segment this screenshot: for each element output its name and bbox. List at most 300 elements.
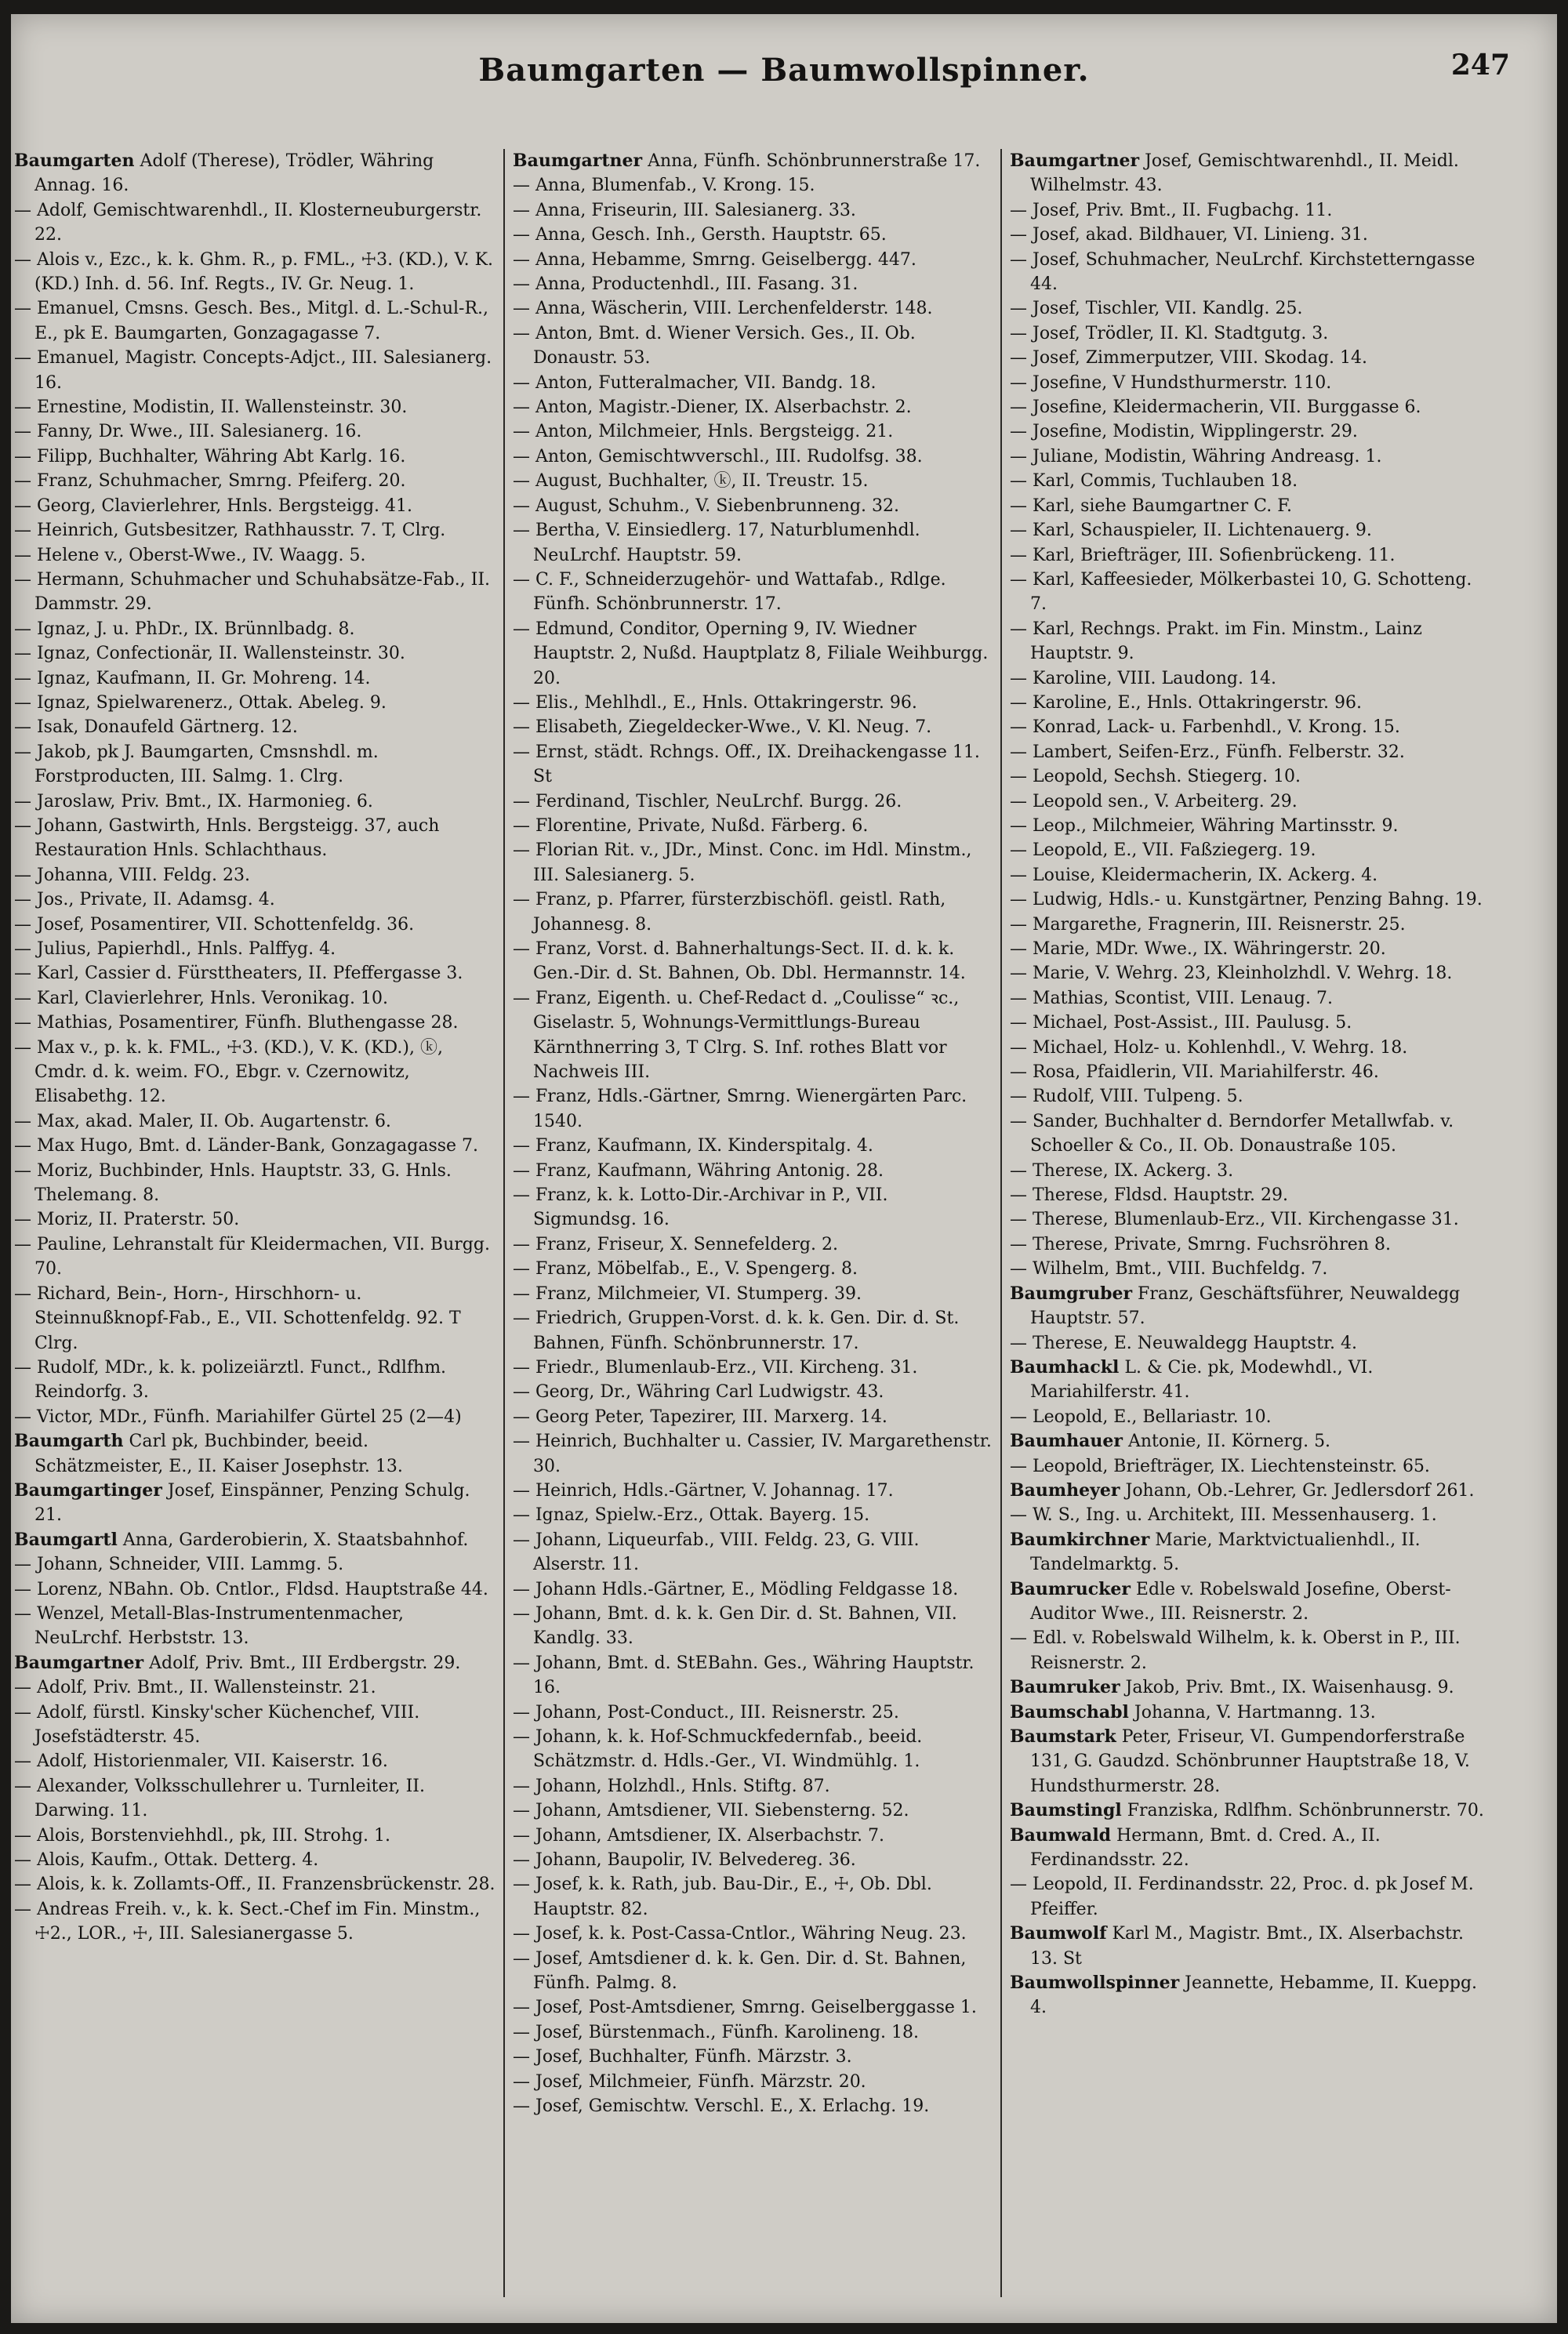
directory-entry bbox=[1010, 1626, 1491, 1675]
directory-entry bbox=[1010, 863, 1491, 888]
entry-text: — Max v., p. k. k. FML., ☩3. (KD.), V. K. (KD.), ⓚ, Cmdr. d. k. weim. FO., Ebgr. v. Czernowitz, Elisabethg. 12. bbox=[14, 1037, 443, 1107]
entry-text: — Margarethe, Fragnerin, III. Reisnerstr. 25. bbox=[1010, 914, 1406, 935]
directory-entry bbox=[513, 1084, 994, 1134]
entry-surname: Baumgarten bbox=[14, 151, 135, 171]
directory-entry bbox=[1010, 1577, 1491, 1627]
entry-text: — Elis., Mehlhdl., E., Hnls. Ottakringerstr. 96. bbox=[513, 692, 917, 713]
directory-entry bbox=[14, 1552, 495, 1577]
directory-entry bbox=[14, 296, 495, 346]
entry-text: Adolf (Therese), Trödler, Währing Annag. 16. bbox=[34, 151, 434, 196]
directory-entry bbox=[14, 1109, 495, 1134]
directory-entry bbox=[513, 1405, 994, 1429]
entry-text: Jeannette, Hebamme, II. Kueppg. 4. bbox=[1030, 1973, 1478, 2018]
directory-entry bbox=[14, 1872, 495, 1897]
entry-text: — Ignaz, Confectionär, II. Wallensteinstr. 30. bbox=[14, 644, 405, 664]
directory-entry bbox=[1010, 961, 1491, 986]
directory-entry bbox=[1010, 1159, 1491, 1183]
entry-text: — C. F., Schneiderzugehör- und Wattafab., Rdlge. Fünfh. Schönbrunnerstr. 17. bbox=[513, 569, 946, 615]
entry-surname: Baumstark bbox=[1010, 1726, 1116, 1747]
entry-text: — Josef, Priv. Bmt., II. Fugbachg. 11. bbox=[1010, 200, 1333, 220]
entry-text: — Heinrich, Gutsbesitzer, Rathhausstr. 7. T, Clrg. bbox=[14, 521, 446, 541]
directory-entry bbox=[14, 1824, 495, 1848]
entry-text: — Karl, Commis, Tuchlauben 18. bbox=[1010, 471, 1298, 492]
entry-text: — Anna, Productenhdl., III. Fasang. 31. bbox=[513, 274, 858, 295]
directory-entry bbox=[513, 395, 994, 419]
directory-entry bbox=[14, 1577, 495, 1602]
entry-text: — Franz, Hdls.-Gärtner, Smrng. Wienergärten Parc. 1540. bbox=[513, 1087, 967, 1131]
directory-entry bbox=[1010, 1405, 1491, 1429]
entry-text: — Franz, Kaufmann, IX. Kinderspitalg. 4. bbox=[513, 1136, 873, 1156]
entry-text: — Anton, Milchmeier, Hnls. Bergsteigg. 21. bbox=[513, 422, 894, 442]
entry-text: — Max, akad. Maler, II. Ob. Augartenstr. 6. bbox=[14, 1111, 391, 1131]
directory-entry bbox=[1010, 814, 1491, 838]
directory-entry bbox=[1010, 346, 1491, 370]
entry-text: — Julius, Papierhdl., Hnls. Palffyg. 4. bbox=[14, 939, 336, 959]
entry-text: — Adolf, Historienmaler, VII. Kaiserstr. 16. bbox=[14, 1751, 388, 1772]
entry-text: — Johann Hdls.-Gärtner, E., Mödling Feldgasse 18. bbox=[513, 1579, 959, 1599]
entry-text: — Bertha, V. Einsiedlerg. 17, Naturblumenhdl. NeuLrchf. Hauptstr. 59. bbox=[513, 521, 920, 565]
entry-text: — Johann, Post-Conduct., III. Reisnerstr. 25. bbox=[513, 1702, 899, 1722]
directory-entry bbox=[14, 395, 495, 419]
entry-surname: Baumgarth bbox=[14, 1431, 124, 1452]
directory-entry bbox=[513, 1995, 994, 2020]
entry-text: — Alois, Borstenviehhdl., pk, III. Strohg. 1. bbox=[14, 1825, 391, 1846]
entry-text: Karl M., Magistr. Bmt., IX. Alserbachstr. 13. St bbox=[1030, 1924, 1464, 1969]
entry-surname: Baumhauer bbox=[1010, 1431, 1123, 1452]
directory-entry bbox=[513, 223, 994, 247]
entry-text: — Josef, k. k. Post-Cassa-Cntlor., Währing Neug. 23. bbox=[513, 1924, 967, 1944]
column-right bbox=[1010, 149, 1491, 2297]
directory-entry bbox=[14, 986, 495, 1011]
directory-entry bbox=[1010, 937, 1491, 961]
directory-entry bbox=[14, 1479, 495, 1528]
entry-text: — Ignaz, J. u. PhDr., IX. Brünnlbadg. 8. bbox=[14, 619, 355, 639]
directory-entry bbox=[1010, 445, 1491, 469]
directory-entry bbox=[14, 961, 495, 986]
directory-entry bbox=[513, 1183, 994, 1232]
entry-text: — Alois, Kaufm., Ottak. Detterg. 4. bbox=[14, 1850, 319, 1871]
directory-entry bbox=[513, 1651, 994, 1701]
entry-text: — Josefine, Kleidermacherin, VII. Burggasse 6. bbox=[1010, 397, 1421, 418]
entry-text: Peter, Friseur, VI. Gumpendorferstraße 131, G. Gaudzd. Schönbrunner Hauptstraße 18, V. Hundsthurmerstr. 28. bbox=[1030, 1727, 1470, 1796]
directory-entry bbox=[1010, 1872, 1491, 1922]
directory-entry bbox=[14, 1774, 495, 1824]
directory-entry bbox=[1010, 1282, 1491, 1331]
directory-entry bbox=[513, 1503, 994, 1527]
entry-text: — Leopold sen., V. Arbeiterg. 29. bbox=[1010, 791, 1298, 811]
directory-entry bbox=[14, 1282, 495, 1356]
entry-text: — Anton, Magistr.-Diener, IX. Alserbachstr. 2. bbox=[513, 397, 912, 418]
directory-entry bbox=[513, 814, 994, 838]
directory-entry bbox=[1010, 1479, 1491, 1503]
entry-text: — Mathias, Scontist, VIII. Lenaug. 7. bbox=[1010, 988, 1333, 1008]
entry-text: — Alexander, Volksschullehrer u. Turnleiter, II. Darwing. 11. bbox=[14, 1776, 425, 1821]
entry-text: — Josef, akad. Bildhauer, VI. Linieng. 31. bbox=[1010, 225, 1368, 245]
entry-text: Adolf, Priv. Bmt., III Erdbergstr. 29. bbox=[143, 1653, 461, 1673]
entry-text: — Florian Rit. v., JDr., Minst. Conc. im Hdl. Minstm., III. Salesianerg. 5. bbox=[513, 840, 972, 885]
entry-text: L. & Cie. pk, Modewhdl., VI. Mariahilferstr. 41. bbox=[1030, 1357, 1374, 1403]
directory-entry bbox=[1010, 1183, 1491, 1207]
directory-entry bbox=[513, 617, 994, 691]
entry-text: — Josef, k. k. Rath, jub. Bau-Dir., E., ☩, Ob. Dbl. Hauptstr. 82. bbox=[513, 1875, 932, 1919]
page-header bbox=[11, 49, 1557, 114]
entry-text: Josef, Gemischtwarenhdl., II. Meidl. Wilhelmstr. 43. bbox=[1030, 151, 1459, 196]
directory-entry bbox=[513, 1774, 994, 1799]
entry-text: — Franz, k. k. Lotto-Dir.-Archivar in P., VII. Sigmundsg. 16. bbox=[513, 1185, 888, 1230]
directory-entry bbox=[1010, 543, 1491, 568]
directory-entry bbox=[14, 740, 495, 789]
directory-entry bbox=[513, 272, 994, 296]
entry-text: — Josef, Trödler, II. Kl. Stadtgutg. 3. bbox=[1010, 323, 1329, 343]
entry-text: — Anna, Friseurin, III. Salesianerg. 33. bbox=[513, 200, 856, 220]
directory-entry bbox=[14, 346, 495, 395]
entry-text: — Therese, IX. Ackerg. 3. bbox=[1010, 1160, 1234, 1181]
entry-text: — Karl, Briefträger, III. Sofienbrückeng. 11. bbox=[1010, 545, 1396, 565]
directory-entry bbox=[1010, 469, 1491, 493]
entry-text: — Josefine, Modistin, Wipplingerstr. 29. bbox=[1010, 422, 1358, 442]
directory-entry bbox=[14, 1036, 495, 1109]
entry-text: — Johanna, VIII. Feldg. 23. bbox=[14, 865, 250, 885]
entry-text: — Max Hugo, Bmt. d. Länder-Bank, Gonzagagasse 7. bbox=[14, 1136, 479, 1156]
directory-entry bbox=[1010, 1109, 1491, 1159]
directory-entry bbox=[513, 1134, 994, 1158]
directory-entry bbox=[1010, 223, 1491, 247]
directory-entry bbox=[513, 1725, 994, 1774]
directory-entry bbox=[14, 469, 495, 493]
entry-text: — Leopold, E., Bellariastr. 10. bbox=[1010, 1407, 1272, 1427]
directory-entry bbox=[1010, 1207, 1491, 1232]
entry-surname: Baumgartinger bbox=[14, 1479, 162, 1501]
entry-text: — Isak, Donaufeld Gärtnerg. 12. bbox=[14, 717, 298, 738]
directory-entry bbox=[513, 518, 994, 568]
entry-text: — Josef, Post-Amtsdiener, Smrng. Geiselberggasse 1. bbox=[513, 1998, 977, 2018]
directory-entry bbox=[1010, 1454, 1491, 1479]
entry-text: Franziska, Rdlfhm. Schönbrunnerstr. 70. bbox=[1121, 1801, 1484, 1821]
entry-text: — Leopold, Briefträger, IX. Liechtensteinstr. 65. bbox=[1010, 1456, 1430, 1476]
entry-text: — Michael, Holz- u. Kohlenhdl., V. Wehrg. 18. bbox=[1010, 1037, 1408, 1058]
directory-entry bbox=[14, 666, 495, 691]
entry-text: — Josef, Bürstenmach., Fünfh. Karolineng. 18. bbox=[513, 2022, 920, 2042]
entry-text: — Franz, Vorst. d. Bahnerhaltungs-Sect. II. d. k. k. Gen.-Dir. d. St. Bahnen, Ob. Dbl. Hermannstr. 14. bbox=[513, 939, 966, 984]
entry-text: — Marie, V. Wehrg. 23, Kleinholzhdl. V. Wehrg. 18. bbox=[1010, 964, 1453, 984]
directory-entry bbox=[1010, 1824, 1491, 1873]
directory-entry bbox=[1010, 764, 1491, 789]
directory-entry bbox=[513, 740, 994, 789]
entry-text: — Richard, Bein-, Horn-, Hirschhorn- u. Steinnußknopf-Fab., E., VII. Schottenfeldg. 92. T Clrg. bbox=[14, 1283, 461, 1353]
entry-text: Johanna, V. Hartmanng. 13. bbox=[1128, 1702, 1376, 1722]
directory-entry bbox=[14, 1602, 495, 1651]
entry-text: — Josef, Posamentirer, VII. Schottenfeldg. 36. bbox=[14, 914, 415, 935]
entry-text: — Karl, Cassier d. Fürsttheaters, II. Pfeffergasse 3. bbox=[14, 964, 463, 984]
directory-entry bbox=[513, 1602, 994, 1651]
directory-entry bbox=[513, 173, 994, 198]
entry-text: — Anton, Futteralmacher, VII. Bandg. 18. bbox=[513, 372, 877, 393]
entry-text: — Franz, Friseur, X. Sennefelderg. 2. bbox=[513, 1234, 838, 1254]
entry-text: — Johann, Schneider, VIII. Lammg. 5. bbox=[14, 1555, 344, 1575]
directory-entry bbox=[1010, 1675, 1491, 1700]
entry-text: — Jos., Private, II. Adamsg. 4. bbox=[14, 890, 275, 910]
directory-entry bbox=[513, 986, 994, 1085]
directory-entry bbox=[1010, 296, 1491, 321]
entry-text: — Josef, Tischler, VII. Kandlg. 25. bbox=[1010, 299, 1303, 319]
entry-text: — Ignaz, Spielw.-Erz., Ottak. Bayerg. 15. bbox=[513, 1505, 870, 1526]
entry-text: — Georg, Clavierlehrer, Hnls. Bergsteigg. 41. bbox=[14, 495, 413, 516]
directory-entry bbox=[513, 1922, 994, 1946]
directory-entry bbox=[1010, 666, 1491, 691]
directory-entry bbox=[513, 371, 994, 395]
directory-entry bbox=[14, 1675, 495, 1700]
directory-entry bbox=[14, 888, 495, 912]
entry-text: — Lorenz, NBahn. Ob. Cntlor., Fldsd. Hauptstraße 44. bbox=[14, 1579, 488, 1599]
entry-surname: Baumrucker bbox=[1010, 1578, 1131, 1599]
directory-entry bbox=[14, 641, 495, 666]
entry-text: — Moriz, II. Praterstr. 50. bbox=[14, 1210, 240, 1230]
entry-text: Anna, Fünfh. Schönbrunnerstraße 17. bbox=[642, 151, 981, 171]
directory-entry bbox=[513, 296, 994, 321]
entry-text: — Johann, Amtsdiener, IX. Alserbachstr. 7. bbox=[513, 1825, 884, 1846]
entry-text: — Alois v., Ezc., k. k. Ghm. R., p. FML., ☩3. (KD.), V. K. (KD.) Inh. d. 56. Inf. Regts., IV. Gr. Neug. 1. bbox=[14, 249, 494, 295]
directory-entry bbox=[14, 789, 495, 814]
column-middle bbox=[513, 149, 994, 2297]
entry-text: — Emanuel, Magistr. Concepts-Adjct., III. Salesianerg. 16. bbox=[14, 348, 492, 393]
directory-entry bbox=[1010, 1232, 1491, 1257]
entry-text: — Ernestine, Modistin, II. Wallensteinstr. 30. bbox=[14, 397, 408, 418]
entry-text: — Karl, Schauspieler, II. Lichtenauerg. 9. bbox=[1010, 521, 1372, 541]
directory-entry bbox=[1010, 838, 1491, 862]
directory-entry bbox=[513, 494, 994, 518]
entry-text: — Leopold, II. Ferdinandsstr. 22, Proc. d. pk Josef M. Pfeiffer. bbox=[1010, 1875, 1474, 1919]
entry-text: — Edl. v. Robelswald Wilhelm, k. k. Oberst in P., III. Reisnerstr. 2. bbox=[1010, 1628, 1461, 1673]
entry-text: Marie, Marktvictualienhdl., II. Tandelmarktg. 5. bbox=[1030, 1530, 1421, 1575]
entry-surname: Baumschabl bbox=[1010, 1701, 1129, 1722]
directory-entry bbox=[1010, 617, 1491, 666]
directory-entry bbox=[1010, 321, 1491, 346]
entry-text: — Alois, k. k. Zollamts-Off., II. Franzensbrückenstr. 28. bbox=[14, 1875, 495, 1895]
entry-text: — Johann, Baupolir, IV. Belvedereg. 36. bbox=[513, 1850, 856, 1871]
directory-entry bbox=[1010, 1036, 1491, 1060]
entry-surname: Baumgartl bbox=[14, 1529, 118, 1550]
directory-entry bbox=[513, 715, 994, 739]
directory-entry bbox=[1010, 1429, 1491, 1454]
column-rule bbox=[1000, 149, 1002, 2297]
directory-entry bbox=[14, 568, 495, 617]
entry-text: — Johann, Amtsdiener, VII. Siebensterng. 52. bbox=[513, 1801, 909, 1821]
directory-entry bbox=[513, 149, 994, 173]
directory-entry bbox=[513, 789, 994, 814]
running-title: Baumgarten — Baumwollspinner. bbox=[478, 52, 1090, 89]
directory-entry bbox=[1010, 1971, 1491, 2020]
directory-entry bbox=[14, 1429, 495, 1479]
directory-entry bbox=[513, 1577, 994, 1602]
entry-surname: Baumgartner bbox=[513, 151, 643, 171]
directory-entry bbox=[14, 913, 495, 937]
entry-text: — Ignaz, Spielwarenerz., Ottak. Abeleg. 9. bbox=[14, 692, 387, 713]
entry-text: — Ludwig, Hdls.- u. Kunstgärtner, Penzing Bahng. 19. bbox=[1010, 890, 1483, 910]
directory-entry bbox=[1010, 149, 1491, 198]
entry-text: — Victor, MDr., Fünfh. Mariahilfer Gürtel 25 (2—4) bbox=[14, 1407, 462, 1427]
directory-entry bbox=[513, 321, 994, 371]
entry-text: — Pauline, Lehranstalt für Kleidermachen, VII. Burgg. 70. bbox=[14, 1234, 490, 1280]
directory-entry bbox=[1010, 248, 1491, 297]
entry-text: — Sander, Buchhalter d. Berndorfer Metallwfab. v. Schoeller & Co., II. Ob. Donaustraße 105. bbox=[1010, 1111, 1454, 1156]
entry-text: — W. S., Ing. u. Architekt, III. Messenhauserg. 1. bbox=[1010, 1505, 1437, 1526]
entry-text: — Elisabeth, Ziegeldecker-Wwe., V. Kl. Neug. 7. bbox=[513, 717, 932, 738]
entry-text: — Karl, Kaffeesieder, Mölkerbastei 10, G. Schotteng. 7. bbox=[1010, 569, 1472, 615]
directory-entry bbox=[14, 1528, 495, 1552]
entry-text: — Josef, Gemischtw. Verschl. E., X. Erlachg. 19. bbox=[513, 2096, 930, 2117]
entry-text: — Edmund, Conditor, Operning 9, IV. Wiedner Hauptstr. 2, Nußd. Hauptplatz 8, Filiale Weihburgg. 20. bbox=[513, 619, 989, 688]
directory-entry bbox=[1010, 1331, 1491, 1356]
directory-entry bbox=[513, 838, 994, 888]
directory-entry bbox=[1010, 740, 1491, 764]
entry-text: — Louise, Kleidermacherin, IX. Ackerg. 4. bbox=[1010, 865, 1378, 885]
directory-entry bbox=[513, 419, 994, 444]
entry-text: — Leopold, E., VII. Faßziegerg. 19. bbox=[1010, 840, 1316, 861]
directory-entry bbox=[513, 1872, 994, 1922]
directory-entry bbox=[14, 494, 495, 518]
entry-text: Antonie, II. Körnerg. 5. bbox=[1122, 1432, 1331, 1452]
entry-text: — Jaroslaw, Priv. Bmt., IX. Harmonieg. 6. bbox=[14, 791, 373, 811]
entry-surname: Baumwollspinner bbox=[1010, 1973, 1180, 1994]
directory-entry bbox=[1010, 395, 1491, 419]
directory-entry bbox=[14, 715, 495, 739]
directory-entry bbox=[513, 888, 994, 937]
entry-text: — Therese, Fldsd. Hauptstr. 29. bbox=[1010, 1185, 1289, 1206]
entry-text: — Ernst, städt. Rchngs. Off., IX. Dreihackengasse 11. St bbox=[513, 742, 980, 787]
entry-text: — Franz, Eigenth. u. Chef-Redact d. „Coulisse“ ꝛc., Giselastr. 5, Wohnungs-Vermittlungs-Bureau Kärnthnerring 3, T Clrg. S. Inf. rothes Blatt vor Nachweis III. bbox=[513, 988, 960, 1083]
directory-entry bbox=[513, 937, 994, 986]
directory-entry bbox=[14, 1159, 495, 1208]
entry-text: Anna, Garderobierin, X. Staatsbahnhof. bbox=[117, 1530, 469, 1550]
directory-entry bbox=[513, 469, 994, 493]
directory-entry bbox=[14, 248, 495, 297]
directory-entry bbox=[1010, 518, 1491, 543]
directory-entry bbox=[513, 1429, 994, 1479]
entry-text: — Adolf, Gemischtwarenhdl., II. Klosterneuburgerstr. 22. bbox=[14, 200, 482, 245]
directory-entry bbox=[513, 1356, 994, 1380]
directory-entry bbox=[14, 1897, 495, 1947]
entry-text: Josef, Einspänner, Penzing Schulg. 21. bbox=[34, 1480, 470, 1526]
directory-entry bbox=[14, 863, 495, 888]
entry-text: Edle v. Robelswald Josefine, Oberst-Auditor Wwe., III. Reisnerstr. 2. bbox=[1030, 1579, 1451, 1624]
entry-text: — Therese, Blumenlaub-Erz., VII. Kirchengasse 31. bbox=[1010, 1210, 1459, 1230]
entry-surname: Baumruker bbox=[1010, 1677, 1120, 1698]
directory-entry bbox=[513, 1479, 994, 1503]
entry-text: — Johann, Bmt. d. k. k. Gen Dir. d. St. Bahnen, VII. Kandlg. 33. bbox=[513, 1603, 957, 1649]
directory-entry bbox=[513, 1232, 994, 1257]
directory-entry bbox=[14, 198, 495, 248]
entry-text: Jakob, Priv. Bmt., IX. Waisenhausg. 9. bbox=[1120, 1678, 1454, 1698]
entry-text: — Anton, Gemischtwverschl., III. Rudolfsg. 38. bbox=[513, 446, 923, 466]
entry-text: — Rudolf, MDr., k. k. polizeiärztl. Funct., Rdlfhm. Reindorfg. 3. bbox=[14, 1357, 447, 1403]
entry-text: — Friedr., Blumenlaub-Erz., VII. Kircheng. 31. bbox=[513, 1357, 918, 1378]
entry-text: — Heinrich, Buchhalter u. Cassier, IV. Margarethenstr. 30. bbox=[513, 1432, 992, 1476]
entry-text: — Heinrich, Hdls.-Gärtner, V. Johannag. 17. bbox=[513, 1480, 894, 1501]
directory-entry bbox=[513, 568, 994, 617]
directory-entry bbox=[1010, 1011, 1491, 1035]
directory-entry bbox=[513, 1528, 994, 1577]
entry-text: Johann, Ob.-Lehrer, Gr. Jedlersdorf 261. bbox=[1120, 1480, 1475, 1501]
directory-entry bbox=[1010, 1503, 1491, 1527]
directory-entry bbox=[14, 1134, 495, 1158]
entry-surname: Baumwolf bbox=[1010, 1923, 1107, 1944]
entry-text: — Josefine, V Hundsthurmerstr. 110. bbox=[1010, 372, 1332, 393]
column-rule bbox=[503, 149, 505, 2297]
entry-text: — Michael, Post-Assist., III. Paulusg. 5. bbox=[1010, 1013, 1352, 1033]
directory-entry bbox=[14, 1232, 495, 1282]
directory-entry bbox=[513, 1306, 994, 1356]
entry-text: — Therese, E. Neuwaldegg Hauptstr. 4. bbox=[1010, 1333, 1358, 1353]
entry-text: — Anna, Gesch. Inh., Gersth. Hauptstr. 65. bbox=[513, 225, 887, 245]
directory-entry bbox=[513, 1701, 994, 1725]
entry-text: — Georg, Dr., Währing Carl Ludwigstr. 43. bbox=[513, 1382, 884, 1403]
entry-text: — Josef, Amtsdiener d. k. k. Gen. Dir. d. St. Bahnen, Fünfh. Palmg. 8. bbox=[513, 1948, 967, 1994]
entry-surname: Baumgruber bbox=[1010, 1283, 1133, 1304]
directory-entry bbox=[513, 1799, 994, 1823]
entry-text: — Anna, Blumenfab., V. Krong. 15. bbox=[513, 176, 815, 196]
entry-text: Carl pk, Buchbinder, beeid. Schätzmeister, E., II. Kaiser Josephstr. 13. bbox=[34, 1432, 403, 1476]
entry-text: — Johann, k. k. Hof-Schmuckfedernfab., beeid. Schätzmstr. d. Hdls.-Ger., VI. Windmühlg. 1. bbox=[513, 1727, 923, 1772]
directory-entry bbox=[14, 1749, 495, 1773]
entry-text: — Filipp, Buchhalter, Währing Abt Karlg. 16. bbox=[14, 446, 406, 466]
directory-entry bbox=[513, 2094, 994, 2118]
directory-entry bbox=[1010, 1257, 1491, 1281]
directory-entry bbox=[14, 1701, 495, 1750]
entry-text: — Karl, Clavierlehrer, Hnls. Veronikag. 10. bbox=[14, 988, 388, 1008]
entry-text: — Karl, Rechngs. Prakt. im Fin. Minstm., Lainz Hauptstr. 9. bbox=[1010, 619, 1422, 664]
directory-entry bbox=[513, 691, 994, 715]
entry-text: — Leopold, Sechsh. Stiegerg. 10. bbox=[1010, 767, 1301, 787]
directory-entry bbox=[14, 814, 495, 863]
entry-surname: Baumstingl bbox=[1010, 1800, 1122, 1821]
directory-entry bbox=[14, 691, 495, 715]
entry-text: — Johann, Bmt. d. StEBahn. Ges., Währing Hauptstr. 16. bbox=[513, 1653, 975, 1698]
directory-entry bbox=[1010, 198, 1491, 223]
entry-text: — Josef, Zimmerputzer, VIII. Skodag. 14. bbox=[1010, 348, 1367, 368]
directory-entry bbox=[1010, 715, 1491, 739]
directory-entry bbox=[1010, 371, 1491, 395]
entry-text: — Wenzel, Metall-Blas-Instrumentenmacher, NeuLrchf. Herbststr. 13. bbox=[14, 1603, 405, 1649]
entry-text: — Anna, Hebamme, Smrng. Geiselbergg. 447. bbox=[513, 249, 916, 270]
entry-text: — Konrad, Lack- u. Farbenhdl., V. Krong. 15. bbox=[1010, 717, 1400, 738]
directory-entry bbox=[14, 1011, 495, 1035]
entry-text: — Fanny, Dr. Wwe., III. Salesianerg. 16. bbox=[14, 422, 362, 442]
entry-text: — Anton, Bmt. d. Wiener Versich. Ges., II. Ob. Donaustr. 53. bbox=[513, 323, 916, 368]
directory-entry bbox=[14, 1405, 495, 1429]
entry-text: Hermann, Bmt. d. Cred. A., II. Ferdinandsstr. 22. bbox=[1030, 1825, 1381, 1871]
entry-text: — Josef, Milchmeier, Fünfh. Märzstr. 20. bbox=[513, 2071, 866, 2092]
directory-entry bbox=[1010, 494, 1491, 518]
directory-page bbox=[11, 14, 1557, 2323]
entry-text: — Lambert, Seifen-Erz., Fünfh. Felberstr. 32. bbox=[1010, 742, 1405, 762]
entry-surname: Baumkirchner bbox=[1010, 1529, 1150, 1550]
entry-text: — Karoline, VIII. Laudong. 14. bbox=[1010, 668, 1276, 688]
directory-entry bbox=[14, 518, 495, 543]
entry-text: — Karl, siehe Baumgartner C. F. bbox=[1010, 495, 1293, 516]
directory-entry bbox=[14, 1356, 495, 1405]
entry-text: — Florentine, Private, Nußd. Färberg. 6. bbox=[513, 815, 869, 836]
entry-surname: Baumgartner bbox=[14, 1652, 144, 1673]
entry-text: — Emanuel, Cmsns. Gesch. Bes., Mitgl. d. L.-Schul-R., E., pk E. Baumgarten, Gonzagagasse 7. bbox=[14, 299, 489, 343]
directory-entry bbox=[1010, 1356, 1491, 1405]
column-left bbox=[14, 149, 495, 2297]
page-number: 247 bbox=[1450, 49, 1510, 82]
directory-entry bbox=[513, 445, 994, 469]
entry-text: — Karoline, E., Hnls. Ottakringerstr. 96. bbox=[1010, 692, 1362, 713]
directory-entry bbox=[513, 1159, 994, 1183]
entry-text: — Franz, Milchmeier, VI. Stumperg. 39. bbox=[513, 1283, 862, 1304]
entry-text: — Franz, Möbelfab., E., V. Spengerg. 8. bbox=[513, 1259, 858, 1280]
